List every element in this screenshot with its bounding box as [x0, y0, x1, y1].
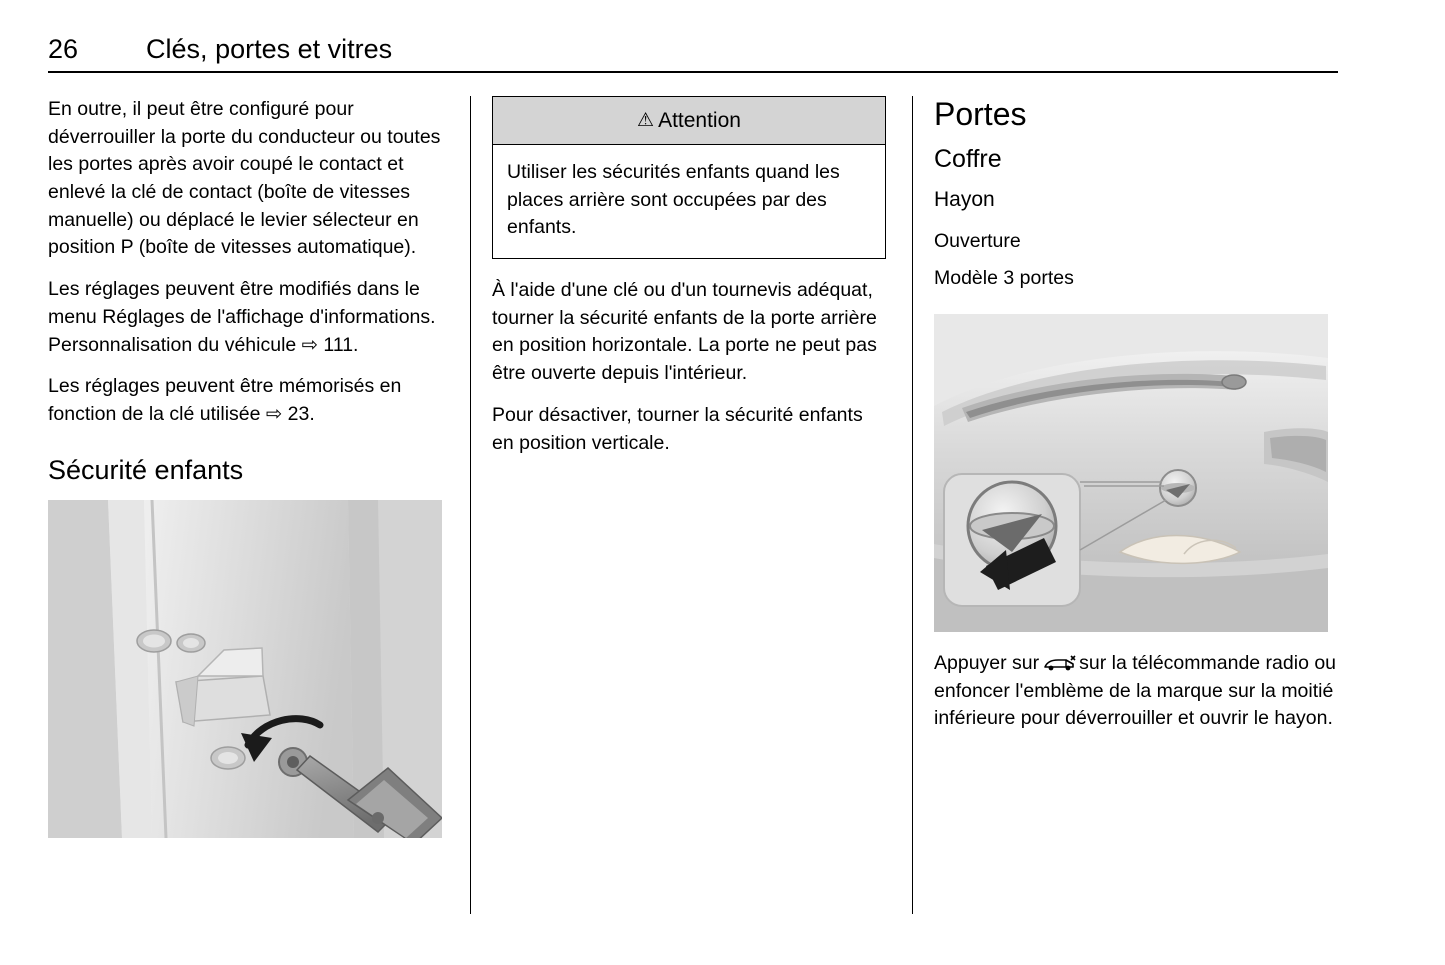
child-safety-lock-illustration: [48, 500, 442, 838]
paragraph: À l'aide d'une clé ou d'un tournevis adéquat, tourner la sécurité enfants de la porte arrière en position horizontale. La porte ne peut pas être ouverte depuis l'intérieur.: [492, 279, 877, 385]
page-number: 26: [48, 34, 79, 64]
tailgate-figure: [934, 314, 1328, 632]
warning-title: Attention: [658, 109, 741, 132]
tailgate-emblem-illustration: [934, 314, 1328, 632]
column-2: [492, 96, 886, 471]
page-header: [48, 34, 1338, 73]
warning-triangle-icon: ⚠: [637, 110, 655, 131]
warning-header: [493, 97, 885, 145]
paragraph: Les réglages peuvent être mémorisés en fonction de la clé utilisée ⇨ 23.: [48, 375, 402, 425]
paragraph: Pour désactiver, tourner la sécurité enfants en position verticale.: [492, 403, 863, 454]
sub-heading-coffre: Coffre: [934, 145, 1002, 173]
tailgate-release-icon: [1042, 655, 1076, 672]
column-1: [48, 96, 442, 838]
chapter-heading-portes: Portes: [934, 96, 1027, 132]
child-safety-lock-figure: [48, 500, 442, 838]
paragraph: Les réglages peuvent être modifiés dans le menu Réglages de l'affichage d'informations. Personnalisation du véhicule ⇨ 111.: [48, 278, 436, 356]
label-modele-3-portes: Modèle 3 portes: [934, 266, 1074, 289]
column-divider-1: [470, 96, 471, 914]
warning-box: [492, 96, 886, 259]
warning-body: Utiliser les sécurités enfants quand les places arrière sont occupées par des enfants.: [507, 161, 840, 239]
sub-sub-heading-hayon: Hayon: [934, 188, 995, 211]
paragraph: En outre, il peut être configuré pour déverrouiller la porte du conducteur ou toutes les portes après avoir coupé le contact et enlevé la clé de contact (boîte de vitesses manuelle) ou déplacé le levier sélecteur en position P (boîte de vitesses automatique).: [48, 98, 441, 259]
column-3: [934, 96, 1338, 733]
column-divider-2: [912, 96, 913, 914]
paragraph-before-glyph: Appuyer sur: [934, 651, 1040, 674]
page-title: Clés, portes et vitres: [146, 34, 393, 64]
section-heading-child-safety: Sécurité enfants: [48, 454, 244, 485]
label-ouverture: Ouverture: [934, 230, 1021, 252]
paragraph-after-glyph: sur la télécommande radio ou enfoncer l'emblème de la marque sur la moitié inférieure pour déverrouiller et ouvrir le hayon.: [934, 651, 1337, 730]
